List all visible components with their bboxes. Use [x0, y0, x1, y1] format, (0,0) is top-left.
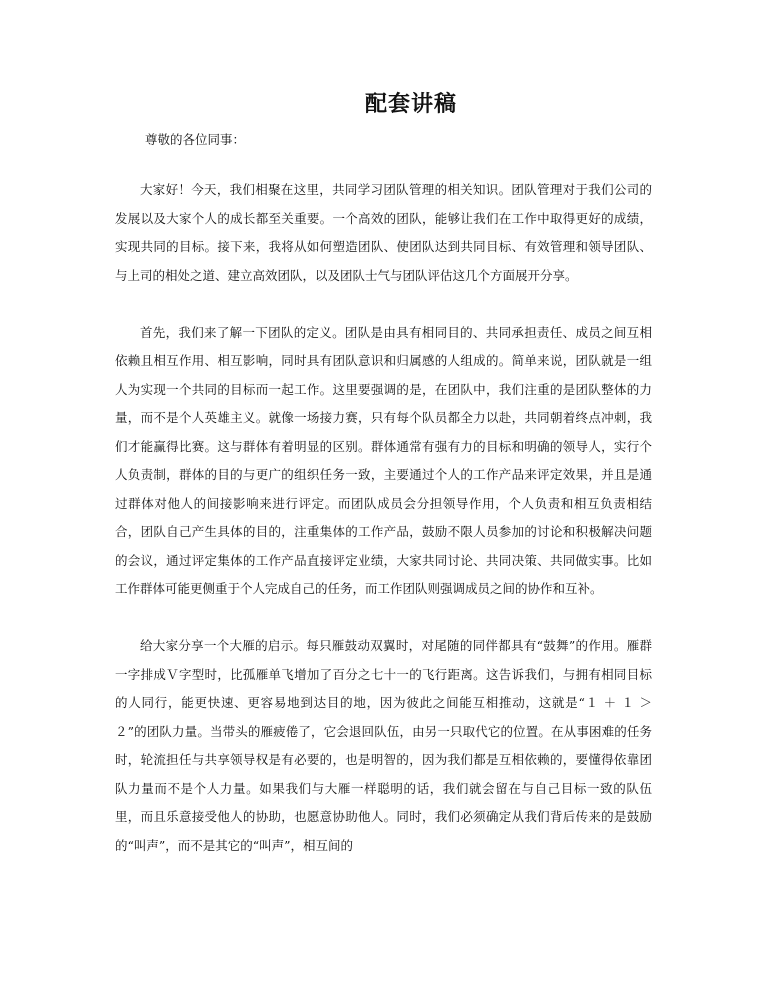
speech-body — [115, 176, 652, 889]
document-title: 配套讲稿 — [364, 91, 457, 117]
paragraph-team-definition: 首先，我们来了解一下团队的定义。团队是由具有相同目的、共同承担责任、成员之间互相依赖且相互作用、相互影响，同时具有团队意识和归属感的人组成的。简单来说，团队就是一组人为实现一个共同的目标而一起工作。这里要强调的是，在团队中，我们注重的是团队整体的力量，而不是个人英雄主义。就像一场接力赛，只有每个队员都全力以赴，共同朝着终点冲刺，我们才能赢得比赛。这与群体有着明显的区别。群体通常有强有力的目标和明确的领导人，实行个人负责制，群体的目的与更广的组织任务一致，主要通过个人的工作产品来评定效果，并且是通过群体对他人的间接影响来进行评定。而团队成员会分担领导作用，个人负责和相互负责相结合，团队自己产生具体的目的，注重集体的工作产品，鼓励不限人员参加的讨论和积极解决问题的会议，通过评定集体的工作产品直接评定业绩，大家共同讨论、共同决策、共同做实事。比如工作群体可能更侧重于个人完成自己的任务，而工作团队则强调成员之间的协作和互补。 — [115, 324, 652, 596]
paragraph-introduction: 大家好！今天，我们相聚在这里，共同学习团队管理的相关知识。团队管理对于我们公司的发展以及大家个人的成长都至关重要。一个高效的团队，能够让我们在工作中取得更好的成绩，实现共同的目标。接下来，我将从如何塑造团队、使团队达到共同目标、有效管理和领导团队、与上司的相处之道、建立高效团队，以及团队士气与团队评估这几个方面展开分享。 — [115, 182, 652, 283]
greeting-line: 尊敬的各位同事： — [145, 132, 246, 147]
paragraph-wild-geese-lesson: 给大家分享一个大雁的启示。每只雁鼓动双翼时，对尾随的同伴都具有“鼓舞”的作用。雁群一字排成Ｖ字型时，比孤雁单飞增加了百分之七十一的飞行距离。这告诉我们，与拥有相同目标的人同行，能更快速、更容易地到达目的地，因为彼此之间能互相推动，这就是“１ ＋ １ ＞ ２”的团队力量。当带头的雁疲倦了，它会退回队伍，由另一只取代它的位置。在从事困难的任务时，轮流担任与共享领导权是有必要的，也是明智的，因为我们都是互相依赖的，要懂得依靠团队力量而不是个人力量。如果我们与大雁一样聪明的话，我们就会留在与自己目标一致的队伍里，而且乐意接受他人的协助，也愿意协助他人。同时，我们必须确定从我们背后传来的是鼓励的“叫声”，而不是其它的“叫声”，相互间的 — [115, 638, 652, 853]
